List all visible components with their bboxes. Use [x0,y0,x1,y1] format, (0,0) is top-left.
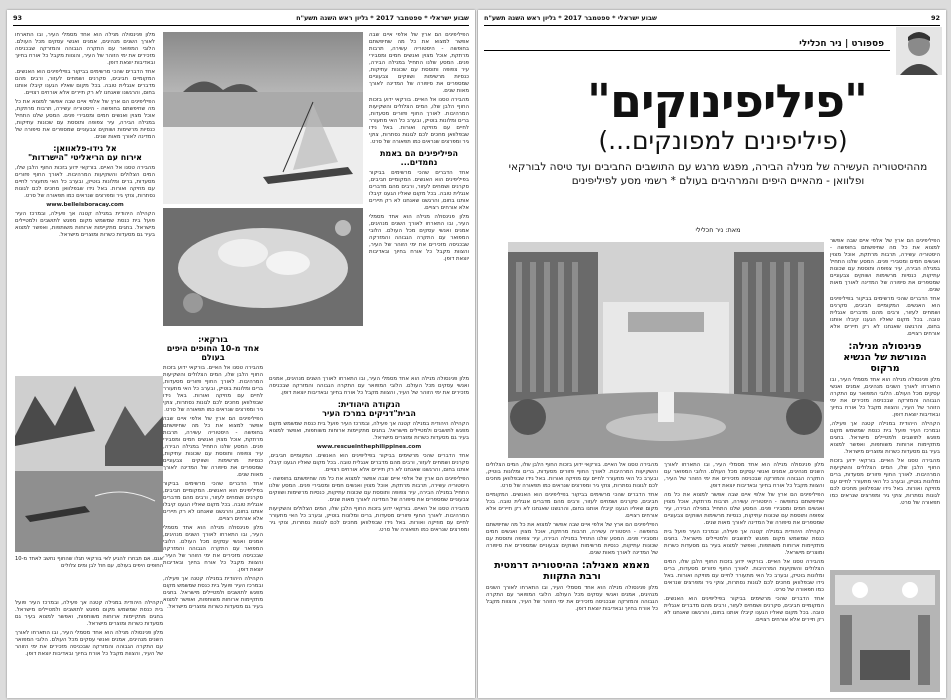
body-paragraph: מהבירה טסנו אל האיים. בורקאי ידוע בזכות החוף הלבן שלו, המים הצלולים והשקיעות המרהיבות. לאורך החוף פזורים מסעדות, ברים ומלונות בוטיק, ובערב כל האי מתעורר לחיים עם מוזיקה ואורות. באל נידו שבפלוואן מחכים לכם לגונות נסתרות, צוקי גיר ומפרצים שנראים כמו תפאורה של סרט. [15,165,155,199]
subheading-line: אחד מ-10 החופים היפים בעולם [166,344,260,362]
subheading-line: ורבת התקוות [543,571,601,582]
peninsula-hotel-photo [508,242,824,458]
body-paragraph: אחד הדברים שהכי מרשימים בביקור בפיליפינים הוא האנשים. המקומיים חביבים, סקרנים ושמחים לעזור, ורבים מהם מדברים אנגלית טובה. בכל מקום שאליו הגענו קיבלו אותנו בחום, והרגשנו שאנחנו לא רק תיירים אלא אורחים רצויים. [830,296,940,337]
body-paragraph: הפיליפינים הם ארץ של אלפי איים שבה אפשר למצוא את כל מה שחיפשתם בחופשה - היסטוריה עשירה, תרבות מרתקת, אוכל מצוין ואנשים חמים ומסבירי פנים. המסע שלנו התחיל במנילה הבירה, עיר צפופה ותוססת עם שכונות עתיקות, כנסיות מרשימות ושווקים צבעוניים שמספרים את סיפורה של המדינה לאורך מאות שנים. [486,522,658,556]
body-paragraph: אחד הדברים שהכי מרשימים בביקור בפיליפינים הוא האנשים. המקומיים חביבים, סקרנים ושמחים לעזור, ורבים מהם מדברים אנגלית טובה. בכל מקום שאליו הגענו קיבלו אותנו בחום, והרגשנו שאנחנו לא רק תיירים אלא אורחים רצויים. [163,481,263,522]
beach-boat-photo [163,32,363,204]
left-running-header [13,13,469,23]
subheading [269,400,469,418]
subheading [15,144,155,162]
body-paragraph: הפיליפינים הם ארץ של אלפי איים שבה אפשר למצוא את כל מה שחיפשתם בחופשה - היסטוריה עשירה, תרבות מרתקת, אוכל מצוין ואנשים חמים ומסבירי פנים. המסע שלנו התחיל במנילה הבירה, עיר צפופה ותוססת עם שכונות עתיקות, כנסיות מרשימות ושווקים צבעוניים שמספרים את סיפורה של המדינה לאורך מאות שנים. [163,416,263,478]
subheading-line: המורשת של הנשיא מרקוס [843,352,927,374]
section-rule [484,50,890,51]
subheading [830,341,940,374]
body-paragraph: מלון פנינסולה מנילה הוא אחד מסמלי העיר, ובו התארחו לאורך השנים מנהיגים, אמנים ואנשי עסקים מכל העולם. הלובי המפואר עם התקרה הגבוהה והמזרקה שבכניסה מזכירים את ימי הזוהר של העיר, והצוות מקבל כל אורח בחיוך ובאדיבות יוצאת דופן. [830,377,940,418]
subheading-line: הנקודה היהודית: [337,400,401,409]
body-paragraph: הקהילה היהודית במנילה קטנה אך פעילה, ובמרכז העיר פועל בית כנסת שמשמש מקום מפגש לתושבים ולמטיילים מישראל. בחגים מתקיימות ארוחות משותפות, ואפשר למצוא בעיר גם מסעדות כשרות ומוצרים מישראל. [163,576,263,610]
body-paragraph: מלון פנינסולה מנילה הוא אחד מסמלי העיר, ובו התארחו לאורך השנים מנהיגים, אמנים ואנשי עסקים מכל העולם. הלובי המפואר עם התקרה הגבוהה והמזרקה שבכניסה מזכירים את ימי הזוהר של העיר, והצוות מקבל כל אורח בחיוך ובאדיבות יוצאת דופן. [486,585,658,612]
left-header-text: שבוע ישראלי * ספטמבר 2017 * גליון ראש השנה תשע"ח [296,14,469,22]
body-paragraph: הפיליפינים הם ארץ של אלפי איים שבה אפשר למצוא את כל מה שחיפשתם בחופשה - היסטוריה עשירה, תרבות מרתקת, אוכל מצוין ואנשים חמים ומסבירי פנים. המסע שלנו התחיל במנילה הבירה, עיר צפופה ותוססת עם שכונות עתיקות, כנסיות מרשימות ושווקים צבעוניים שמספרים את סיפורה של המדינה לאורך מאות שנים. [15,99,155,140]
body-paragraph: מהבירה טסנו אל האיים. בורקאי ידוע בזכות החוף הלבן שלו, המים הצלולים והשקיעות המרהיבות. לאורך החוף פזורים מסעדות, ברים ומלונות בוטיק, ובערב כל האי מתעורר לחיים עם מוזיקה ואורות. באל נידו שבפלוואן מחכים לכם לגונות נסתרות, צוקי גיר ומפרצים שנראים כמו תפאורה של סרט. [163,365,263,413]
author-avatar [896,27,942,75]
right-page-number: 92 [930,14,940,22]
left-col-4 [369,32,469,372]
body-paragraph: הקהילה היהודית במנילה קטנה אך פעילה, ובמרכז העיר פועל בית כנסת שמשמש מקום מפגש לתושבים ולמטיילים מישראל. בחגים מתקיימות ארוחות משותפות, ואפשר למצוא בעיר גם מסעדות כשרות ומוצרים מישראל. [15,600,163,627]
right-header-rule [484,25,940,26]
right-header-text: שבוע ישראלי * ספטמבר 2017 * גליון ראש השנה תשע"ח [484,14,657,22]
spa-photo [163,208,363,326]
left-col-3 [269,376,469,692]
right-page [478,10,946,698]
left-header-rule [13,25,469,26]
body-paragraph: מהבירה טסנו אל האיים. בורקאי ידוע בזכות החוף הלבן שלו, המים הצלולים והשקיעות המרהיבות. לאורך החוף פזורים מסעדות, ברים ומלונות בוטיק, ובערב כל האי מתעורר לחיים עם מוזיקה ואורות. באל נידו שבפלוואן מחכים לכם לגונות נסתרות, צוקי גיר ומפרצים שנראים כמו תפאורה של סרט. [664,559,824,593]
subheading-line: פנינסולה מנילה: [848,341,922,352]
body-paragraph: הפיליפינים הם ארץ של אלפי איים שבה אפשר למצוא את כל מה שחיפשתם בחופשה - היסטוריה עשירה, תרבות מרתקת, אוכל מצוין ואנשים חמים ומסבירי פנים. המסע שלנו התחיל במנילה הבירה, עיר צפופה ותוססת עם שכונות עתיקות, כנסיות מרשימות ושווקים צבעוניים שמספרים את סיפורה של המדינה לאורך מאות שנים. [369,32,469,94]
left-page [7,10,475,698]
body-paragraph: הקהילה היהודית במנילה קטנה אך פעילה, ובמרכז העיר פועל בית כנסת שמשמש מקום מפגש לתושבים ולמטיילים מישראל. בחגים מתקיימות ארוחות משותפות, ואפשר למצוא בעיר גם מסעדות כשרות ומוצרים מישראל. [269,421,469,441]
body-paragraph: מהבירה טסנו אל האיים. בורקאי ידוע בזכות החוף הלבן שלו, המים הצלולים והשקיעות המרהיבות. לאורך החוף פזורים מסעדות, ברים ומלונות בוטיק, ובערב כל האי מתעורר לחיים עם מוזיקה ואורות. באל נידו שבפלוואן מחכים לכם לגונות נסתרות, צוקי גיר ומפרצים שנראים כמו תפאורה של סרט. [369,97,469,145]
body-paragraph: הקהילה היהודית במנילה קטנה אך פעילה, ובמרכז העיר פועל בית כנסת שמשמש מקום מפגש לתושבים ולמטיילים מישראל. בחגים מתקיימות ארוחות משותפות, ואפשר למצוא בעיר גם מסעדות כשרות ומוצרים מישראל. [830,421,940,455]
body-paragraph: אחד הדברים שהכי מרשימים בביקור בפיליפינים הוא האנשים. המקומיים חביבים, סקרנים ושמחים לעזור, ורבים מהם מדברים אנגלית טובה. בכל מקום שאליו הגענו קיבלו אותנו בחום, והרגשנו שאנחנו לא רק תיירים אלא אורחים רצויים. [664,596,824,623]
body-paragraph: מלון פנינסולה מנילה הוא אחד מסמלי העיר, ובו התארחו לאורך השנים מנהיגים, אמנים ואנשי עסקים מכל העולם. הלובי המפואר עם התקרה הגבוהה והמזרקה שבכניסה מזכירים את ימי הזוהר של העיר, והצוות מקבל כל אורח בחיוך ובאדיבות יוצאת דופן. [664,462,824,489]
body-paragraph: מלון פנינסולה מנילה הוא אחד מסמלי העיר, ובו התארחו לאורך השנים מנהיגים, אמנים ואנשי עסקים מכל העולם. הלובי המפואר עם התקרה הגבוהה והמזרקה שבכניסה מזכירים את ימי הזוהר של העיר, והצוות מקבל כל אורח בחיוך ובאדיבות יוצאת דופן. [15,630,163,657]
hotel-lobby-photo [830,570,940,692]
subheading-line: הבית"דניקים במרכז העיר [322,409,416,418]
lagoon-cliffs-photo [15,376,163,552]
body-paragraph: מלון פנינסולה מנילה הוא אחד מסמלי העיר, ובו התארחו לאורך השנים מנהיגים, אמנים ואנשי עסקים מכל העולם. הלובי המפואר עם התקרה הגבוהה והמזרקה שבכניסה מזכירים את ימי הזוהר של העיר, והצוות מקבל כל אורח בחיוך ובאדיבות יוצאת דופן. [163,525,263,573]
left-col-1b [15,600,163,692]
left-col-2 [163,332,263,692]
right-col-3 [486,462,658,692]
body-paragraph: מלון פנינסולה מנילה הוא אחד מסמלי העיר, ובו התארחו לאורך השנים מנהיגים, אמנים ואנשי עסקים מכל העולם. הלובי המפואר עם התקרה הגבוהה והמזרקה שבכניסה מזכירים את ימי הזוהר של העיר, והצוות מקבל כל אורח בחיוך ובאדיבות יוצאת דופן. [15,32,155,66]
body-paragraph: מהבירה טסנו אל האיים. בורקאי ידוע בזכות החוף הלבן שלו, המים הצלולים והשקיעות המרהיבות. לאורך החוף פזורים מסעדות, ברים ומלונות בוטיק, ובערב כל האי מתעורר לחיים עם מוזיקה ואורות. באל נידו שבפלוואן מחכים לכם לגונות נסתרות, צוקי גיר ומפרצים שנראים כמו תפאורה של סרט. [830,458,940,506]
subheading-line: אירוח עם הריאליטי "הישרדות" [28,153,142,162]
deck-text: מההיסטוריה העשירה של מנילה הבירה, מפגש מרגש עם התושבים החביבים ועד טיסה לבורקאי ופלוואן - מהאיים היפים והמרהיבים בעולם * רשמי מסע לפיליפינים [508,161,928,187]
subheading: הפיליפינים הם באמת נחמדים... [379,149,459,167]
body-paragraph: מלון פנינסולה מנילה הוא אחד מסמלי העיר, ובו התארחו לאורך השנים מנהיגים, אמנים ואנשי עסקים מכל העולם. הלובי המפואר עם התקרה הגבוהה והמזרקה שבכניסה מזכירים את ימי הזוהר של העיר, והצוות מקבל כל אורח בחיוך ובאדיבות יוצאת דופן. [369,214,469,262]
byline: מאת: ניר חכלילי [695,226,741,234]
body-paragraph: מהבירה טסנו אל האיים. בורקאי ידוע בזכות החוף הלבן שלו, המים הצלולים והשקיעות המרהיבות. לאורך החוף פזורים מסעדות, ברים ומלונות בוטיק, ובערב כל האי מתעורר לחיים עם מוזיקה ואורות. באל נידו שבפלוואן מחכים לכם לגונות נסתרות, צוקי גיר ומפרצים שנראים כמו תפאורה של סרט. [269,506,469,533]
body-paragraph: מלון פנינסולה מנילה הוא אחד מסמלי העיר, ובו התארחו לאורך השנים מנהיגים, אמנים ואנשי עסקים מכל העולם. הלובי המפואר עם התקרה הגבוהה והמזרקה שבכניסה מזכירים את ימי הזוהר של העיר, והצוות מקבל כל אורח בחיוך ובאדיבות יוצאת דופן. [269,376,469,396]
weblink-belleisboracay[interactable]: www.belleisboracay.com [46,202,124,208]
lagoon-caption: אגם. אם תבחרו להגיע לאי בורקאי תגלו שהחוף נחשב לאחד מ-10 החופים היפים בעולם, עם חול לבן ומים צלולים [15,556,163,569]
body-paragraph: אחד הדברים שהכי מרשימים בביקור בפיליפינים הוא האנשים. המקומיים חביבים, סקרנים ושמחים לעזור, ורבים מהם מדברים אנגלית טובה. בכל מקום שאליו הגענו קיבלו אותנו בחום, והרגשנו שאנחנו לא רק תיירים אלא אורחים רצויים. [269,453,469,473]
body-paragraph: מהבירה טסנו אל האיים. בורקאי ידוע בזכות החוף הלבן שלו, המים הצלולים והשקיעות המרהיבות. לאורך החוף פזורים מסעדות, ברים ומלונות בוטיק, ובערב כל האי מתעורר לחיים עם מוזיקה ואורות. באל נידו שבפלוואן מחכים לכם לגונות נסתרות, צוקי גיר ומפרצים שנראים כמו תפאורה של סרט. [486,462,658,489]
body-paragraph: אחד הדברים שהכי מרשימים בביקור בפיליפינים הוא האנשים. המקומיים חביבים, סקרנים ושמחים לעזור, ורבים מהם מדברים אנגלית טובה. בכל מקום שאליו הגענו קיבלו אותנו בחום, והרגשנו שאנחנו לא רק תיירים אלא אורחים רצויים. [369,170,469,211]
subheading [163,335,263,362]
left-page-number: 93 [13,14,23,22]
subheading-line: בורקאי: [198,335,228,344]
body-paragraph: אחד הדברים שהכי מרשימים בביקור בפיליפינים הוא האנשים. המקומיים חביבים, סקרנים ושמחים לעזור, ורבים מהם מדברים אנגלית טובה. בכל מקום שאליו הגענו קיבלו אותנו בחום, והרגשנו שאנחנו לא רק תיירים אלא אורחים רצויים. [486,492,658,519]
body-paragraph: הקהילה היהודית במנילה קטנה אך פעילה, ובמרכז העיר פועל בית כנסת שמשמש מקום מפגש לתושבים ולמטיילים מישראל. בחגים מתקיימות ארוחות משותפות, ואפשר למצוא בעיר גם מסעדות כשרות ומוצרים מישראל. [664,529,824,556]
weblink-rescue[interactable]: www.rescueinthephilippines.com [316,444,422,450]
right-col-2 [664,462,824,692]
right-running-header [484,13,940,23]
headline: "פיליפינוקים" [587,74,867,128]
left-col-1 [15,32,155,332]
subheadline: (פיליפינים למפונקים...) [598,126,848,155]
subheading-line: אל נידו-פלאוואן: [53,144,117,153]
body-paragraph: הפיליפינים הם ארץ של אלפי איים שבה אפשר למצוא את כל מה שחיפשתם בחופשה - היסטוריה עשירה, תרבות מרתקת, אוכל מצוין ואנשים חמים ומסבירי פנים. המסע שלנו התחיל במנילה הבירה, עיר צפופה ותוססת עם שכונות עתיקות, כנסיות מרשימות ושווקים צבעוניים שמספרים את סיפורה של המדינה לאורך מאות שנים. [664,492,824,526]
body-paragraph: הפיליפינים הם ארץ של אלפי איים שבה אפשר למצוא את כל מה שחיפשתם בחופשה - היסטוריה עשירה, תרבות מרתקת, אוכל מצוין ואנשים חמים ומסבירי פנים. המסע שלנו התחיל במנילה הבירה, עיר צפופה ותוססת עם שכונות עתיקות, כנסיות מרשימות ושווקים צבעוניים שמספרים את סיפורה של המדינה לאורך מאות שנים. [269,476,469,503]
body-paragraph: הפיליפינים הם ארץ של אלפי איים שבה אפשר למצוא את כל מה שחיפשתם בחופשה - היסטוריה עשירה, תרבות מרתקת, אוכל מצוין ואנשים חמים ומסבירי פנים. המסע שלנו התחיל במנילה הבירה, עיר צפופה ותוססת עם שכונות עתיקות, כנסיות מרשימות ושווקים צבעוניים שמספרים את סיפורה של המדינה לאורך מאות שנים. [830,238,940,293]
subheading [486,560,658,582]
section-label: פספורט | ניר חכלילי [799,39,884,49]
subheading-line: מאמא מאנילה: ההיסטוריה דרמטית [494,560,650,571]
body-paragraph: אחד הדברים שהכי מרשימים בביקור בפיליפינים הוא האנשים. המקומיים חביבים, סקרנים ושמחים לעזור, ורבים מהם מדברים אנגלית טובה. בכל מקום שאליו הגענו קיבלו אותנו בחום, והרגשנו שאנחנו לא רק תיירים אלא אורחים רצויים. [15,69,155,96]
body-paragraph: הקהילה היהודית במנילה קטנה אך פעילה, ובמרכז העיר פועל בית כנסת שמשמש מקום מפגש לתושבים ולמטיילים מישראל. בחגים מתקיימות ארוחות משותפות, ואפשר למצוא בעיר גם מסעדות כשרות ומוצרים מישראל. [15,211,155,238]
